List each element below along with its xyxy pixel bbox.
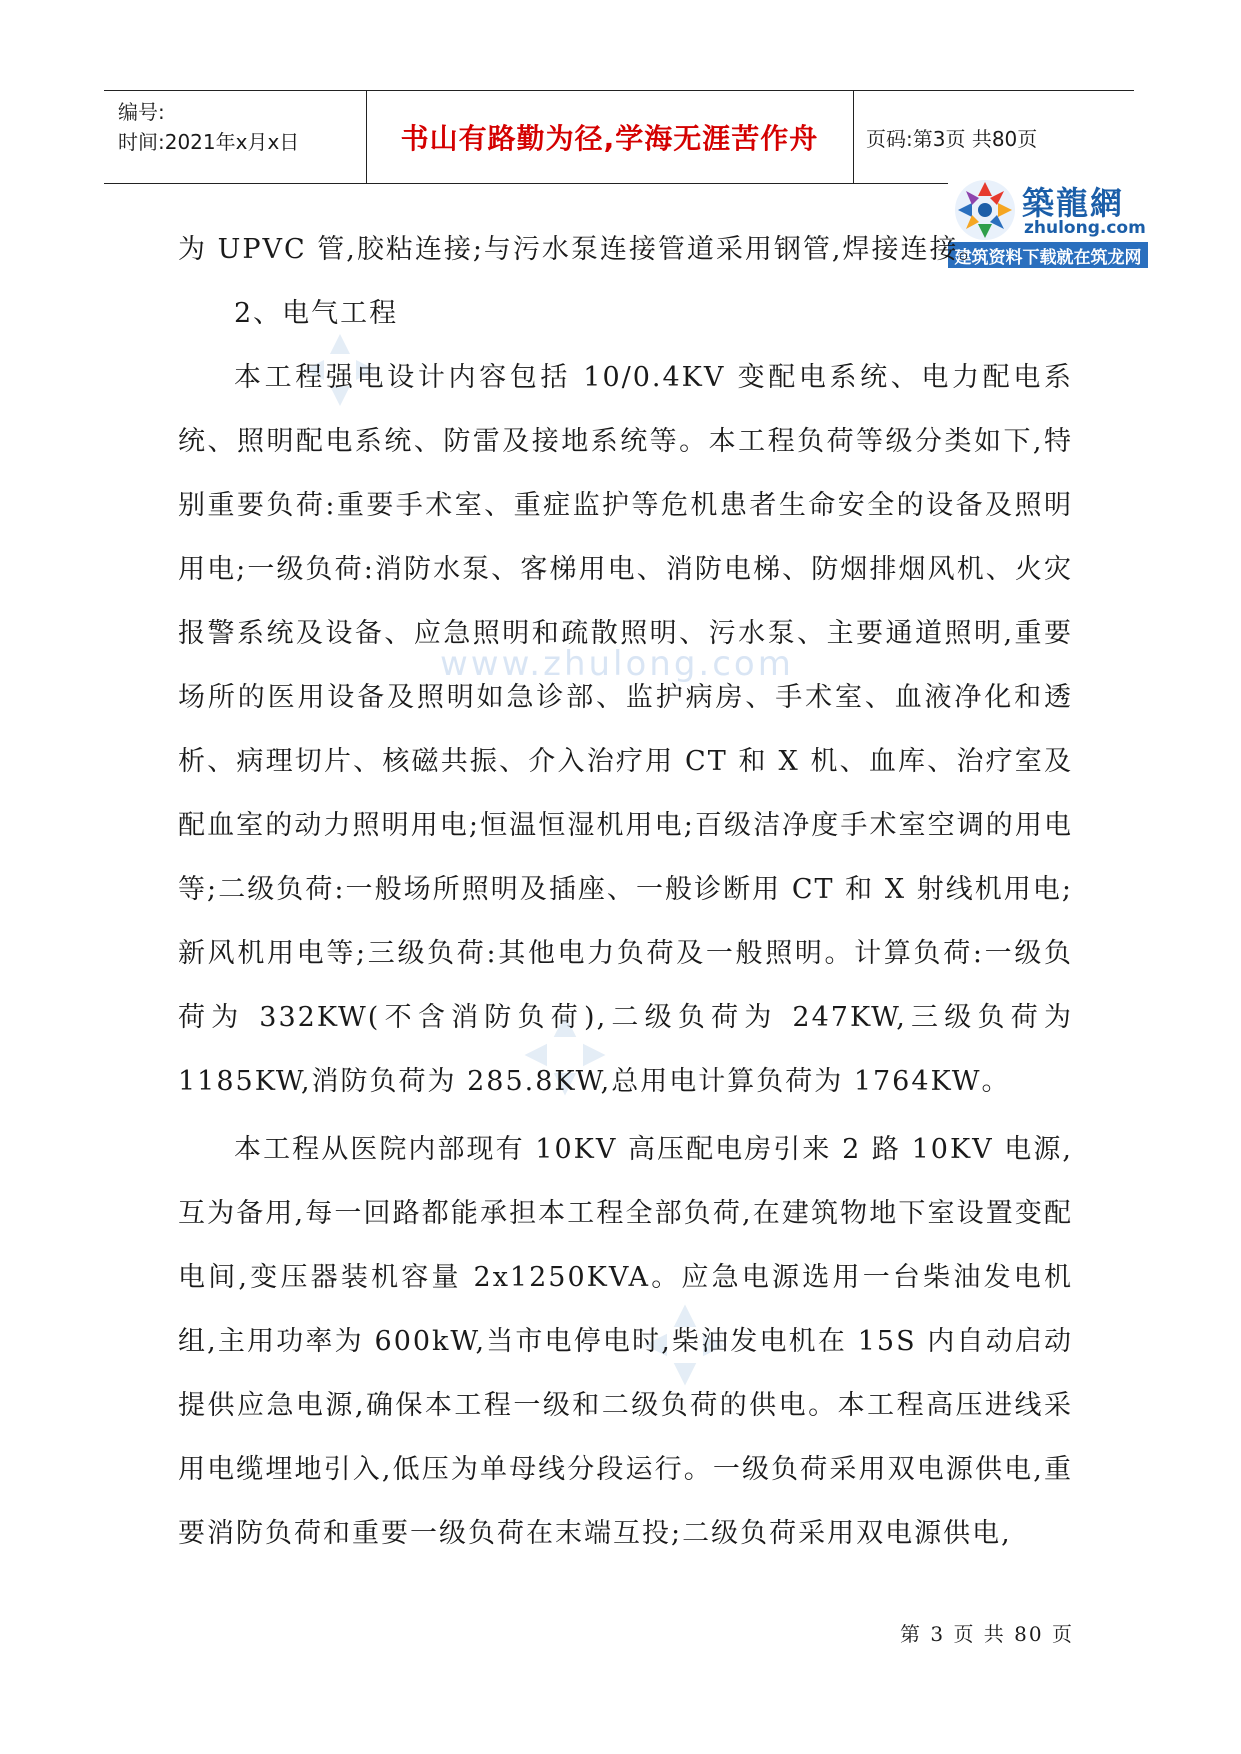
header-page-number: 页码:第3页 共80页: [866, 126, 1038, 151]
section-heading: 2、电气工程: [234, 298, 399, 329]
header-motto: 书山有路勤为径,学海无涯苦作舟: [400, 122, 819, 155]
header-divider: [853, 91, 854, 183]
logo-domain: zhulong.com: [1024, 218, 1146, 238]
document-number: 编号:: [118, 100, 165, 124]
page-footer: 第 3 页 共 80 页: [900, 1622, 1074, 1646]
watermark-text: www.zhulong.com: [440, 644, 794, 684]
document-body: [178, 218, 1073, 1566]
document-date: 时间:2021年x月x日: [118, 130, 300, 154]
paragraph: 本工程从医院内部现有 10KV 高压配电房引来 2 路 10KV 电源,互为备用,每一回路都能承担本工程全部负荷,在建筑物地下室设置变配电间,变压器装机容量 2x1250KVA。应急电源选用一台柴油发电机组,主用功率为 600kW,当市电停电时,柴油发电机在 15S 内自动启动提供应急电源,确保本工程一级和二级负荷的供电。本工程高压进线采用电缆埋地引入,低压为单母线分段运行。一级负荷采用双电源供电,重要消防负荷和重要一级负荷在末端互投;二级负荷采用双电源供电,: [178, 1134, 1073, 1549]
logo-slogan: 建筑资料下载就在筑龙网: [948, 242, 1148, 268]
paragraph: 本工程强电设计内容包括 10/0.4KV 变配电系统、电力配电系统、照明配电系统、防雷及接地系统等。本工程负荷等级分类如下,特别重要负荷:重要手术室、重症监护等危机患者生命安全的设备及照明用电;一级负荷:消防水泵、客梯用电、消防电梯、防烟排烟风机、火灾报警系统及设备、应急照明和疏散照明、污水泵、主要通道照明,重要场所的医用设备及照明如急诊部、监护病房、手术室、血液净化和透析、病理切片、核磁共振、介入治疗用 CT 和 X 机、血库、治疗室及配血室的动力照明用电;恒温恒湿机用电;百级洁净度手术室空调的用电等;二级负荷:一般场所照明及插座、一般诊断用 CT 和 X 射线机用电;新风机用电等;三级负荷:其他电力负荷及一般照明。计算负荷:一级负荷为 332KW(不含消防负荷),二级负荷为 247KW,三级负荷为 1185KW,消防负荷为 285.8KW,总用电计算负荷为 1764KW。: [178, 362, 1073, 1097]
logo-name: 築龍網: [1022, 184, 1125, 222]
paragraph: 为 UPVC 管,胶粘连接;与污水泵连接管道采用钢管,焊接连接。: [178, 234, 988, 265]
page-header: [104, 90, 1134, 184]
header-meta: [118, 97, 363, 157]
